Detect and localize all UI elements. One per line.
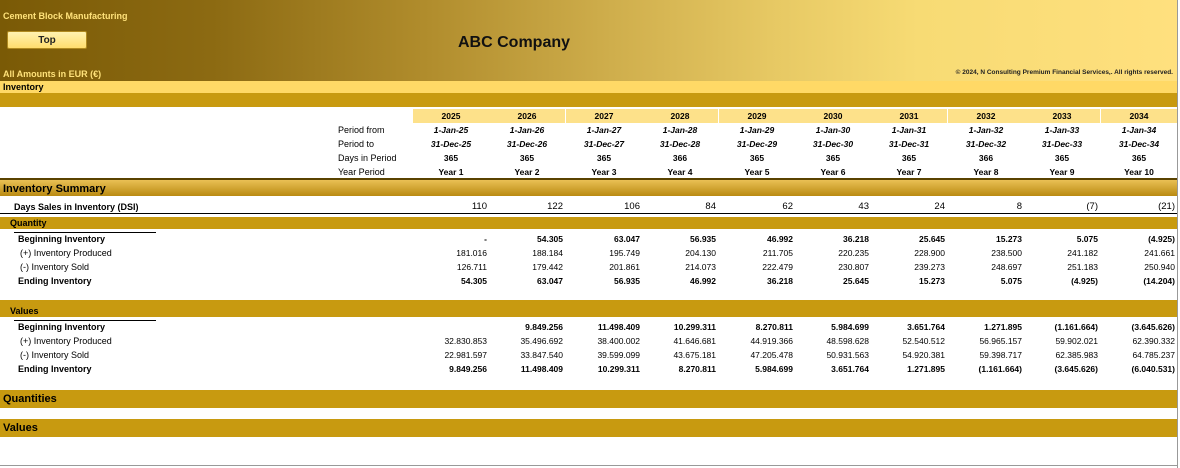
cell-value: 15.273 — [919, 276, 945, 286]
period-to-cell: 31-Dec-33 — [1041, 139, 1083, 149]
cell-value: 38.400.002 — [597, 336, 640, 346]
cell-value: 5.075 — [1076, 234, 1098, 244]
year-period-cell: Year 8 — [973, 167, 999, 177]
inventory-summary-header: Inventory Summary — [0, 178, 1177, 196]
cell-value: (3.645.626) — [1054, 364, 1098, 374]
cell-value: (14.204) — [1143, 276, 1175, 286]
cell-value: 5.984.699 — [831, 322, 869, 332]
cell-value: 15.273 — [996, 234, 1022, 244]
period-to-cell: 31-Dec-27 — [583, 139, 625, 149]
row-label: (+) Inventory Produced — [20, 336, 112, 346]
cell-value: 56.935 — [690, 234, 716, 244]
cell-value: 8.270.811 — [678, 364, 716, 374]
cell-value: 47.205.478 — [750, 350, 793, 360]
cell-value: 44.919.366 — [750, 336, 793, 346]
cell-value: 201.861 — [609, 262, 640, 272]
cell-value: 36.218 — [843, 234, 869, 244]
period-from-cell: 1-Jan-25 — [433, 125, 469, 135]
cell-value: 63.047 — [537, 276, 563, 286]
dsi-value: 84 — [705, 201, 716, 212]
cell-value: 32.830.853 — [444, 336, 487, 346]
label-underline — [14, 232, 156, 233]
label-underline — [14, 320, 156, 321]
cell-value: 230.807 — [838, 262, 869, 272]
period-to-cell: 31-Dec-31 — [888, 139, 930, 149]
cell-value: 214.073 — [685, 262, 716, 272]
cell-value: 63.047 — [614, 234, 640, 244]
days-in-period-cell: 366 — [978, 153, 994, 163]
cell-value: 41.646.681 — [673, 336, 716, 346]
cell-value: 56.935 — [614, 276, 640, 286]
cell-value: 62.390.332 — [1132, 336, 1175, 346]
days-in-period-cell: 365 — [825, 153, 841, 163]
cell-value: 181.016 — [456, 248, 487, 258]
cell-value: 9.849.256 — [449, 364, 487, 374]
cell-value: 220.235 — [838, 248, 869, 258]
row-label: Beginning Inventory — [18, 322, 106, 332]
cell-value: 52.540.512 — [902, 336, 945, 346]
cell-value: 188.184 — [532, 248, 563, 258]
sheet-bottom-border — [0, 465, 1178, 466]
days-in-period-cell: 365 — [443, 153, 459, 163]
cell-value: 10.299.311 — [673, 322, 716, 332]
cell-value: 250.940 — [1144, 262, 1175, 272]
cell-value: (6.040.531) — [1131, 364, 1175, 374]
cell-value: 222.479 — [762, 262, 793, 272]
cell-value: 64.785.237 — [1132, 350, 1175, 360]
row-label: Beginning Inventory — [18, 234, 106, 244]
year-header: 2025 — [413, 109, 489, 123]
cell-value: 59.398.717 — [979, 350, 1022, 360]
days-in-period-cell: 365 — [749, 153, 765, 163]
cell-value: 54.305 — [461, 276, 487, 286]
cell-value: 36.218 — [767, 276, 793, 286]
header-band — [0, 93, 1177, 107]
dsi-value: (21) — [1158, 201, 1175, 212]
year-period-cell: Year 7 — [896, 167, 922, 177]
row-label: (+) Inventory Produced — [20, 248, 112, 258]
period-to-cell: 31-Dec-34 — [1118, 139, 1160, 149]
cell-value: 3.651.764 — [907, 322, 945, 332]
cell-value: 1.271.895 — [984, 322, 1022, 332]
cell-value: 22.981.597 — [444, 350, 487, 360]
cell-value: 5.984.699 — [755, 364, 793, 374]
days-in-period-cell: 366 — [672, 153, 688, 163]
period-to-cell: 31-Dec-28 — [659, 139, 701, 149]
period-to-cell: 31-Dec-30 — [812, 139, 854, 149]
period-from-cell: 1-Jan-33 — [1044, 125, 1080, 135]
cell-value: 25.645 — [843, 276, 869, 286]
row-label: Ending Inventory — [18, 364, 92, 374]
cell-value: 179.442 — [532, 262, 563, 272]
year-header: 2026 — [489, 109, 565, 123]
period-from-cell: 1-Jan-31 — [891, 125, 927, 135]
year-period-cell: Year 6 — [820, 167, 846, 177]
period-to-label: Period to — [338, 139, 375, 149]
cell-value: 43.675.181 — [673, 350, 716, 360]
row-label: (-) Inventory Sold — [20, 350, 90, 360]
sheet-title: Inventory — [0, 81, 1177, 93]
cell-value: (4.925) — [1148, 234, 1175, 244]
cell-value: 238.500 — [991, 248, 1022, 258]
cell-value: 211.705 — [762, 248, 793, 258]
days-in-period-cell: 365 — [901, 153, 917, 163]
company-title: ABC Company — [458, 34, 571, 51]
cell-value: 228.900 — [914, 248, 945, 258]
sheet-right-border — [1177, 0, 1178, 468]
cell-value: 1.271.895 — [907, 364, 945, 374]
year-period-cell: Year 2 — [514, 167, 540, 177]
period-from-cell: 1-Jan-26 — [509, 125, 545, 135]
row-label: (-) Inventory Sold — [20, 262, 90, 272]
period-from-cell: 1-Jan-32 — [968, 125, 1004, 135]
period-from-cell: 1-Jan-34 — [1121, 125, 1157, 135]
cell-value: (4.925) — [1071, 276, 1098, 286]
cell-value: 50.931.563 — [826, 350, 869, 360]
period-to-cell: 31-Dec-32 — [965, 139, 1007, 149]
quantities-section-header: Quantities — [0, 390, 1177, 408]
cell-value — [417, 320, 487, 334]
dsi-value: 62 — [782, 201, 793, 212]
header-banner — [0, 0, 1177, 81]
cell-value: 241.182 — [1067, 248, 1098, 258]
days-in-period-label: Days in Period — [338, 153, 397, 163]
app-title: Cement Block Manufacturing — [3, 11, 128, 21]
cell-value: 239.273 — [914, 262, 945, 272]
dsi-value: 110 — [471, 201, 487, 212]
cell-value: (3.645.626) — [1131, 322, 1175, 332]
cell-value: 48.598.628 — [826, 336, 869, 346]
year-period-cell: Year 4 — [667, 167, 693, 177]
values-header: Values — [0, 305, 1177, 317]
cell-value: 11.498.409 — [520, 364, 563, 374]
days-in-period-cell: 365 — [596, 153, 612, 163]
year-period-cell: Year 5 — [744, 167, 770, 177]
cell-value: (1.161.664) — [1054, 322, 1098, 332]
cell-value: 59.902.021 — [1055, 336, 1098, 346]
cell-value: - — [484, 234, 487, 244]
cell-value: 248.697 — [991, 262, 1022, 272]
row-label: Ending Inventory — [18, 276, 92, 286]
year-header: 2028 — [642, 109, 718, 123]
cell-value: 9.849.256 — [525, 322, 563, 332]
year-period-cell: Year 3 — [591, 167, 617, 177]
cell-value: 46.992 — [690, 276, 716, 286]
year-period-label: Year Period — [338, 167, 385, 177]
dsi-value: 8 — [1016, 201, 1022, 212]
cell-value: 62.385.983 — [1055, 350, 1098, 360]
cell-value: 251.183 — [1067, 262, 1098, 272]
cell-value: 35.496.692 — [520, 336, 563, 346]
copyright-note: © 2024, N Consulting Premium Financial Services,. All rights reserved. — [955, 69, 1173, 76]
dsi-value: (7) — [1086, 201, 1098, 212]
period-to-cell: 31-Dec-25 — [430, 139, 472, 149]
period-from-cell: 1-Jan-28 — [662, 125, 698, 135]
cell-value: 56.965.157 — [979, 336, 1022, 346]
cell-value: 10.299.311 — [597, 364, 640, 374]
period-to-cell: 31-Dec-29 — [736, 139, 778, 149]
cell-value: 241.661 — [1144, 248, 1175, 258]
cell-value: 3.651.764 — [831, 364, 869, 374]
year-header: 2031 — [871, 109, 947, 123]
days-in-period-cell: 365 — [1054, 153, 1070, 163]
currency-note: All Amounts in EUR (€) — [3, 69, 102, 79]
cell-value: 25.645 — [919, 234, 945, 244]
dsi-value: 24 — [934, 201, 945, 212]
year-header: 2027 — [566, 109, 642, 123]
cell-value: 33.847.540 — [520, 350, 563, 360]
period-from-cell: 1-Jan-30 — [815, 125, 851, 135]
dsi-value: 106 — [624, 201, 640, 212]
dsi-value: 43 — [858, 201, 869, 212]
year-header: 2034 — [1101, 109, 1177, 123]
cell-value: 39.599.099 — [597, 350, 640, 360]
cell-value: 46.992 — [767, 234, 793, 244]
period-to-cell: 31-Dec-26 — [506, 139, 548, 149]
period-from-label: Period from — [338, 125, 385, 135]
cell-value: (1.161.664) — [978, 364, 1022, 374]
year-header: 2032 — [948, 109, 1024, 123]
cell-value: 54.920.381 — [902, 350, 945, 360]
cell-value: 8.270.811 — [755, 322, 793, 332]
year-header: 2029 — [719, 109, 795, 123]
dsi-label: Days Sales in Inventory (DSI) — [14, 202, 139, 212]
quantity-header: Quantity — [0, 217, 1177, 229]
dsi-value: 122 — [547, 201, 563, 212]
cell-value: 11.498.409 — [597, 322, 640, 332]
cell-value: 5.075 — [1000, 276, 1022, 286]
year-period-cell: Year 10 — [1124, 167, 1154, 177]
year-header: 2033 — [1024, 109, 1100, 123]
year-period-cell: Year 1 — [438, 167, 464, 177]
days-in-period-cell: 365 — [519, 153, 535, 163]
period-from-cell: 1-Jan-29 — [739, 125, 775, 135]
values-section-header: Values — [0, 419, 1177, 437]
year-header: 2030 — [795, 109, 871, 123]
cell-value: 204.130 — [685, 248, 716, 258]
cell-value: 54.305 — [537, 234, 563, 244]
period-from-cell: 1-Jan-27 — [586, 125, 622, 135]
cell-value: 195.749 — [609, 248, 640, 258]
days-in-period-cell: 365 — [1131, 153, 1147, 163]
cell-value: 126.711 — [456, 262, 487, 272]
year-period-cell: Year 9 — [1049, 167, 1075, 177]
top-button[interactable]: Top — [7, 31, 87, 49]
